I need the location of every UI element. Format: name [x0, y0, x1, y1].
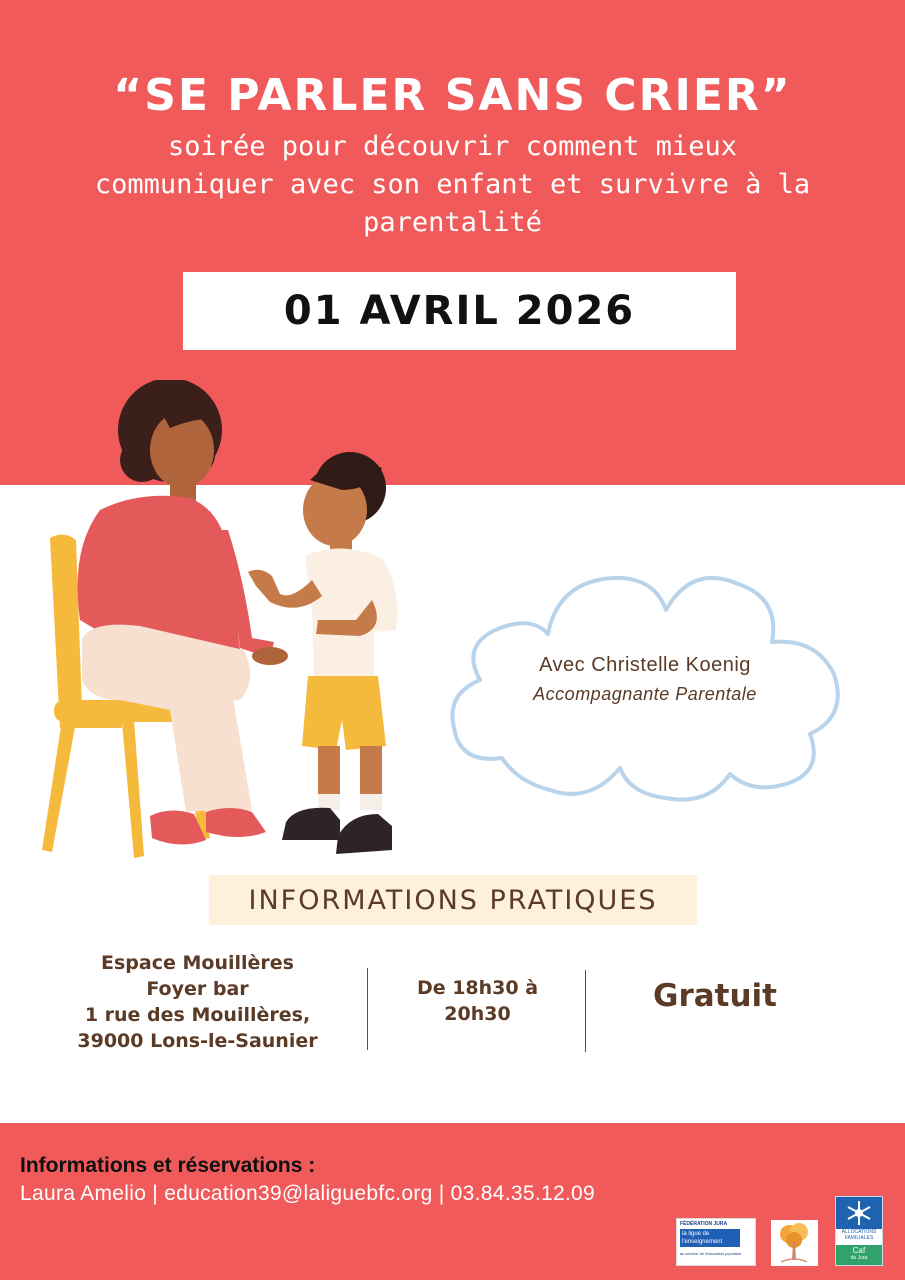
- venue-address: [30, 950, 365, 1054]
- practical-info-heading-text: INFORMATIONS PRATIQUES: [248, 884, 658, 916]
- caf-logo-name: Caf: [852, 1246, 866, 1255]
- event-subtitle: [80, 128, 825, 242]
- date-box: [183, 272, 736, 350]
- speaker-role: Accompagnante Parentale: [533, 684, 757, 704]
- caf-logo-main: [836, 1245, 882, 1265]
- ligue-logo-main: la ligue de l'enseignement: [680, 1229, 740, 1247]
- tree-icon: [771, 1220, 818, 1266]
- hours-line: 20h30: [444, 1003, 511, 1025]
- ligue-enseignement-logo: [676, 1218, 756, 1266]
- column-divider: [367, 968, 368, 1050]
- ligue-logo-top: FÉDÉRATION JURA: [680, 1221, 728, 1227]
- hours-line: De 18h30 à: [416, 977, 539, 999]
- ligue-logo-tagline: au service de l'éducation populaire: [680, 1251, 742, 1256]
- column-divider: [585, 970, 586, 1052]
- subtitle-line: communiquer avec son enfant et survivre à la: [94, 169, 811, 200]
- address-line: 1 rue des Mouillères,: [84, 1004, 311, 1026]
- event-hours: [380, 975, 575, 1027]
- practical-info-heading: [209, 875, 697, 925]
- caf-logo-emblem: [836, 1197, 882, 1229]
- subtitle-line: parentalité: [363, 207, 542, 238]
- snowflake-icon: [836, 1197, 882, 1229]
- caf-logo: [835, 1196, 883, 1266]
- address-line: Espace Mouillères: [101, 952, 294, 974]
- contact-heading: Informations et réservations :: [20, 1154, 316, 1177]
- event-date: 01 AVRIL 2026: [283, 288, 636, 334]
- parent-child-illustration: [30, 380, 420, 880]
- caf-logo-sub: du Jura: [850, 1255, 868, 1261]
- contact-details: Laura Amelio | education39@laliguebfc.org | 03.84.35.12.09: [20, 1182, 596, 1205]
- caf-logo-top: ALLOCATIONS FAMILIALES: [841, 1229, 877, 1241]
- address-line: Foyer bar: [146, 978, 249, 1000]
- price-label: Gratuit: [653, 978, 777, 1014]
- event-title: “SE PARLER SANS CRIER”: [113, 70, 792, 121]
- subtitle-line: soirée pour découvrir comment mieux: [168, 131, 737, 162]
- speaker-name: Avec Christelle Koenig: [539, 654, 751, 676]
- address-line: 39000 Lons-le-Saunier: [77, 1030, 318, 1052]
